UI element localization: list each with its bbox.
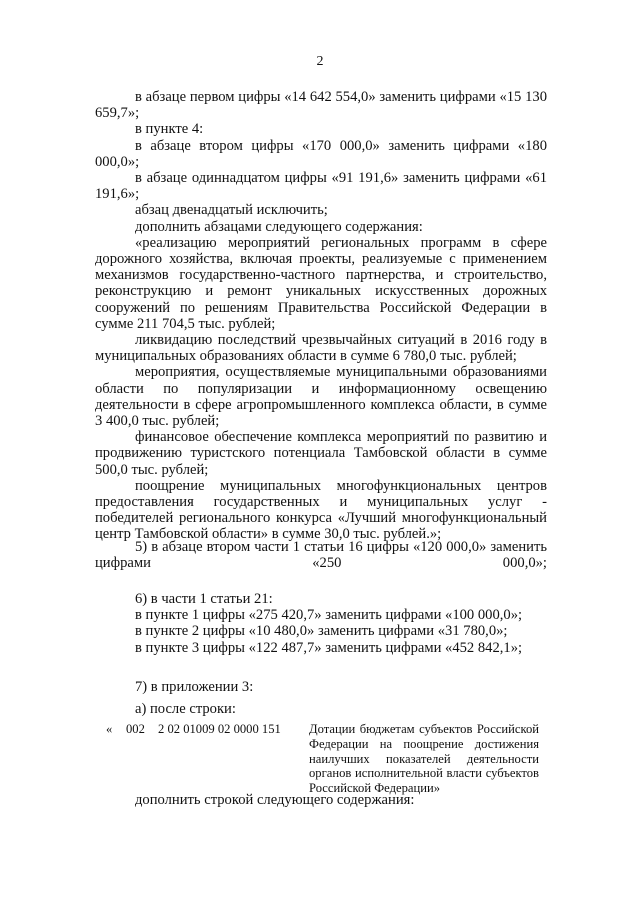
- paragraph: в абзаце одиннадцатом цифры «91 191,6» заменить цифрами «61 191,6»;: [95, 170, 547, 203]
- row-description: Дотации бюджетам субъектов Российской Федерации на поощрение достижения наилучших показателей деятельности органов исполнительной власти субъектов Российской Федерации»: [309, 722, 539, 796]
- paragraph: в абзаце первом цифры «14 642 554,0» заменить цифрами «15 130 659,7»;: [95, 89, 547, 122]
- paragraph: мероприятия, осуществляемые муниципальными образованиями области по популяризации и информационному освещению деятельности в сфере агропромышленного комплекса области, в сумме 3 400,0 тыс. рублей;: [95, 364, 547, 430]
- paragraph: 6) в части 1 статьи 21:: [135, 591, 273, 607]
- paragraph: ликвидацию последствий чрезвычайных ситуаций в 2016 году в муниципальных образованиях области в сумме 6 780,0 тыс. рублей;: [95, 332, 547, 365]
- quote-mark: «: [106, 722, 113, 736]
- admin-code: 002: [126, 722, 145, 736]
- table-row: [106, 722, 556, 796]
- paragraph: финансовое обеспечение комплекса мероприятий по развитию и продвижению туристского потенциала Тамбовской области в сумме 500,0 тыс. рублей;: [95, 429, 547, 478]
- amendment-6: [95, 591, 547, 656]
- paragraph: в абзаце втором цифры «170 000,0» заменить цифрами «180 000,0»;: [95, 137, 547, 170]
- paragraph: в пункте 2 цифры «10 480,0» заменить цифрами «31 780,0»;: [135, 623, 508, 640]
- closing-block: [95, 792, 547, 808]
- page-number: 2: [316, 54, 324, 69]
- budget-code: 2 02 01009 02 0000 151: [158, 722, 281, 736]
- paragraph: абзац двенадцатый исключить;: [135, 202, 328, 219]
- paragraph: дополнить абзацами следующего содержания:: [135, 218, 423, 235]
- paragraph: 5) в абзаце втором части 1 статьи 16 цифры «120 000,0» заменить цифрами «250 000,0»;: [95, 539, 547, 572]
- amendments-4: [95, 89, 547, 543]
- paragraph: в пункте 3 цифры «122 487,7» заменить цифрами «452 842,1»;: [135, 639, 523, 656]
- paragraph: в пункте 1 цифры «275 420,7» заменить цифрами «100 000,0»;: [135, 607, 523, 624]
- paragraph: дополнить строкой следующего содержания:: [135, 792, 415, 808]
- paragraph: а) после строки:: [135, 701, 236, 718]
- paragraph: 7) в приложении 3:: [135, 679, 254, 695]
- paragraph: поощрение муниципальных многофункциональных центров предоставления государственных и муниципальных услуг - победителей регионального конкурса «Лучший многофункциональный центр Тамбовской области» в сумме 30,0 тыс. рублей.»;: [95, 477, 547, 543]
- paragraph: в пункте 4:: [135, 121, 204, 138]
- paragraph: «реализацию мероприятий региональных программ в сфере дорожного хозяйства, включая проекты, реализуемые с применением механизмов государственно-частного партнерства, и строительство, реконструкцию и ремонт уникальных искусственных дорожных сооружений по решениям Правительства Российской Федерации в сумме 211 704,5 тыс. рублей;: [95, 234, 547, 332]
- amendment-5: [95, 539, 547, 571]
- amendment-7: [95, 679, 547, 717]
